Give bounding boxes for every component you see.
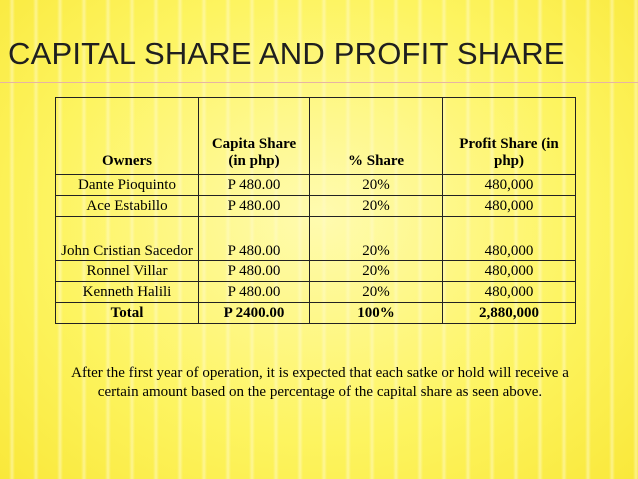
table-row (56, 175, 576, 196)
profit-cell: 480,000 (443, 261, 576, 282)
title-divider (0, 82, 638, 83)
share-table (55, 97, 576, 324)
total-capital: P 2400.00 (199, 303, 310, 324)
percent-cell: 20% (310, 282, 443, 303)
profit-cell: 480,000 (443, 175, 576, 196)
percent-cell: 20% (310, 217, 443, 261)
owner-cell: John Cristian Sacedor (56, 217, 199, 261)
total-percent: 100% (310, 303, 443, 324)
header-percent-share: % Share (310, 98, 443, 175)
profit-cell: 480,000 (443, 217, 576, 261)
header-owners: Owners (56, 98, 199, 175)
table-row (56, 217, 576, 261)
owner-cell: Ace Estabillo (56, 196, 199, 217)
capital-cell: P 480.00 (199, 282, 310, 303)
table-row (56, 282, 576, 303)
explanation-note: After the first year of operation, it is expected that each satke or hold will receive a certain amount based on the percentage of the capital share as seen above. (71, 365, 569, 400)
capital-cell: P 480.00 (199, 261, 310, 282)
header-capital-share: Capita Share (in php) (199, 98, 310, 175)
total-row (56, 303, 576, 324)
owner-cell: Ronnel Villar (56, 261, 199, 282)
total-profit: 2,880,000 (443, 303, 576, 324)
total-label: Total (56, 303, 199, 324)
profit-cell: 480,000 (443, 196, 576, 217)
percent-cell: 20% (310, 196, 443, 217)
owner-cell: Dante Pioquinto (56, 175, 199, 196)
percent-cell: 20% (310, 175, 443, 196)
table-row (56, 261, 576, 282)
capital-cell: P 480.00 (199, 175, 310, 196)
capital-cell: P 480.00 (199, 196, 310, 217)
header-profit-share: Profit Share (in php) (443, 98, 576, 175)
percent-cell: 20% (310, 261, 443, 282)
profit-cell: 480,000 (443, 282, 576, 303)
table-header-row (56, 98, 576, 175)
capital-cell: P 480.00 (199, 217, 310, 261)
slide-title: CAPITAL SHARE AND PROFIT SHARE (8, 36, 565, 71)
table-row (56, 196, 576, 217)
owner-cell: Kenneth Halili (56, 282, 199, 303)
